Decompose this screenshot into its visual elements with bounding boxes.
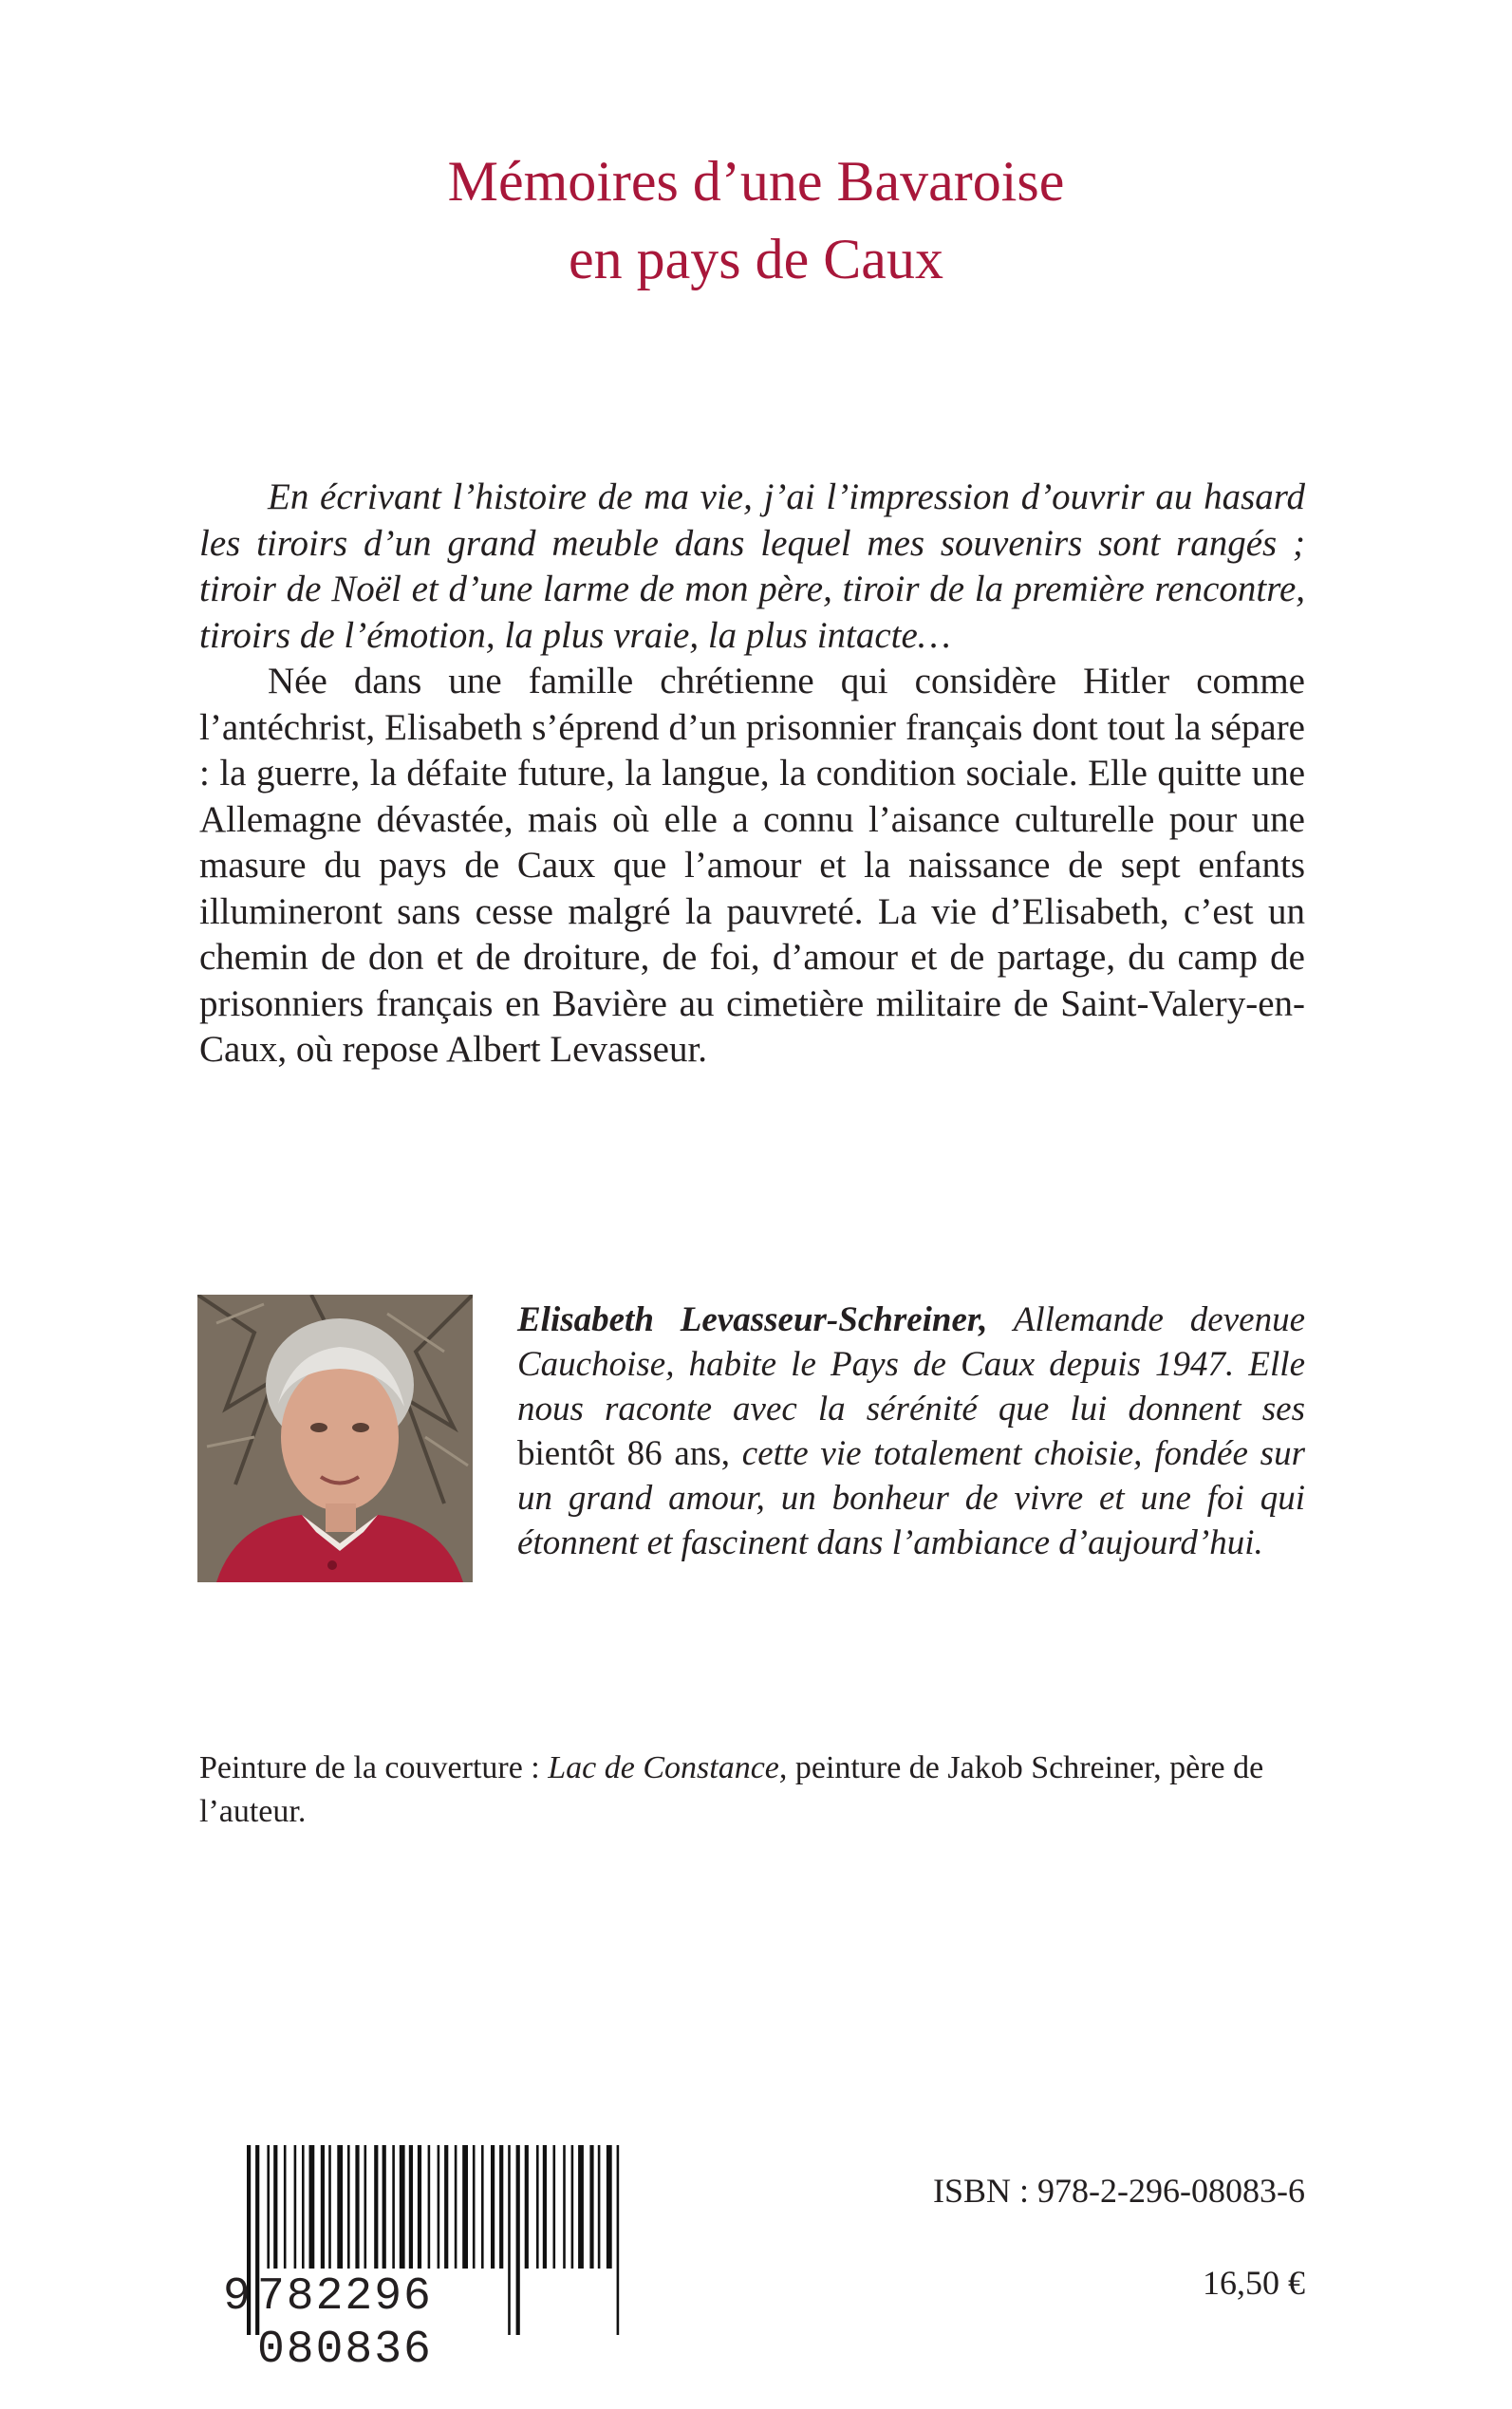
barcode-bar [267, 2145, 270, 2269]
barcode-bar [355, 2145, 359, 2269]
barcode-bar [284, 2145, 287, 2269]
barcode-bar [347, 2145, 350, 2269]
barcode-bar [499, 2145, 503, 2269]
barcode-bar [428, 2145, 431, 2269]
barcode-bar [589, 2145, 593, 2269]
title-line-2: en pays de Caux [569, 228, 943, 290]
barcode-bar [462, 2145, 468, 2269]
barcode-bar [438, 2145, 440, 2269]
barcode-digits: 782296 080836 [257, 2271, 433, 2376]
barcode-bar [374, 2145, 378, 2269]
author-bio [517, 1298, 1305, 1565]
barcode-bar [337, 2145, 343, 2269]
author-name: Elisabeth Levasseur-Schreiner, [517, 1300, 988, 1339]
barcode-bar [473, 2145, 476, 2269]
barcode-bar [409, 2145, 413, 2269]
cover-credit [199, 1746, 1305, 1834]
barcode-bar [392, 2145, 395, 2269]
barcode-bar [400, 2145, 405, 2269]
barcode-bar [418, 2145, 421, 2269]
barcode-bar [598, 2145, 601, 2269]
barcode-bar [321, 2145, 325, 2269]
author-portrait-image [197, 1295, 473, 1582]
barcode-bar [294, 2145, 297, 2269]
credit-prefix: Peinture de la couverture : [199, 1750, 549, 1785]
barcode-bar [543, 2145, 547, 2269]
barcode-bar [302, 2145, 305, 2269]
author-bio-text-1: Allemande devenue Cauchoise, habite le Pays de Caux depuis 1947. Elle nous raconte avec la sérénité que lui donnent ses [517, 1300, 1305, 1429]
barcode-bar [444, 2145, 448, 2269]
barcode-bar [536, 2145, 539, 2269]
author-bio-text-2: cette vie totalement choisie, fondée sur un grand amour, un bonheur de vivre et une foi qui étonnent et fascinent dans l’ambiance d’aujourd’hui. [517, 1434, 1305, 1562]
title-line-1: Mémoires d’une Bavaroise [447, 150, 1065, 213]
book-summary: Née dans une famille chrétienne qui considère Hitler comme l’antéchrist, Elisabeth s’éprend d’un prisonnier français dont tout la sépare : la guerre, la défaite future, la langue, la condition sociale. Elle quitte une Allemagne dévastée, mais où elle a connu l’aisance culturelle pour une masure du pays de Caux que l’amour et la naissance de sept enfants illumineront sans cesse malgré la pauvreté. La vie d’Elisabeth, c’est un chemin de don et de droiture, de foi, d’amour et de partage, du camp de prisonniers français en Bavière au cimetière militaire de Saint-Valery-en-Caux, où repose Albert Levasseur. [199, 661, 1305, 1070]
credit-suffix: peinture de Jakob Schreiner, père de l’auteur. [199, 1750, 1264, 1829]
painting-title: Lac de Constance, [548, 1750, 788, 1785]
barcode-bar [364, 2145, 367, 2269]
price: 16,50 € [1203, 2264, 1305, 2302]
barcode-bar [328, 2145, 331, 2269]
barcode-bar [571, 2145, 574, 2269]
book-title [0, 142, 1512, 298]
barcode-first-digit: 9 [223, 2271, 252, 2323]
barcode-bar [383, 2145, 386, 2269]
barcode-bar [525, 2145, 529, 2269]
author-age: bientôt 86 ans, [517, 1434, 730, 1473]
barcode-bar [563, 2145, 566, 2269]
barcode-bar [578, 2145, 584, 2269]
barcode-bar [491, 2145, 495, 2269]
isbn-number: ISBN : 978-2-296-08083-6 [933, 2172, 1305, 2210]
author-quote: En écrivant l’histoire de ma vie, j’ai l’impression d’ouvrir au hasard les tiroirs d’un grand meuble dans lequel mes souvenirs sont rangés ; tiroir de Noël et d’une larme de mon père, tiroir de la première rencontre, tiroirs de l’émotion, la plus vraie, la plus intacte… [199, 476, 1305, 656]
back-cover-blurb [199, 475, 1305, 1074]
barcode-bar [553, 2145, 556, 2269]
barcode-bar [607, 2145, 612, 2269]
author-photo [197, 1295, 473, 1582]
barcode-bar [273, 2145, 277, 2269]
barcode-bar [481, 2145, 484, 2269]
barcode-bar [455, 2145, 457, 2269]
barcode-bar [309, 2145, 315, 2269]
